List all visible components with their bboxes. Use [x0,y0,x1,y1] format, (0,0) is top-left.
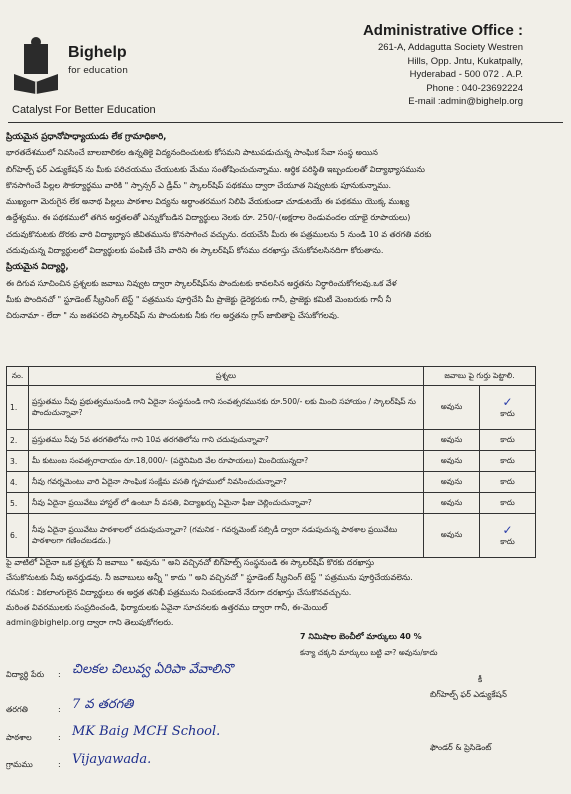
answer-no-label: కాదు [500,537,515,546]
office-line: Hills, Opp. Jntu, Kukatpally, [407,55,523,67]
office-phone: Phone : 040-23692224 [426,82,523,94]
class-label: తరగతి [6,705,28,714]
paragraph-line: చదువుచున్న విద్యార్థులలో విద్యార్థులకు పంపిణీ చేసి వారిని ఈ స్కాలర్‌షిప్ కోసము దరఖాస్తు చేసుకోవలసినదిగా కోరుతాను. [6,246,384,256]
footer-line: చేసుకొనుటకు నీవు అనర్హుడవు. నీ జవాబులు అన్నీ " కాదు " అని వచ్చినచో " స్టూడెంట్ స్క్రీనింగ్ టెస్ట్ " పత్రమును పూర్తిచేయవలెను. [6,573,413,582]
row-number: 3. [7,451,29,472]
class-value[interactable]: 7 వ తరగతి [72,697,134,712]
answer-no-label: కాదు [500,409,515,418]
table-row [7,386,536,430]
answer-yes[interactable]: అవును [424,451,480,472]
answer-yes[interactable]: అవును [424,472,480,493]
row-number: 6. [7,514,29,558]
brand-subtitle: for education [68,66,128,76]
row-number: 4. [7,472,29,493]
question-text: నీవు ఏదైనా ప్రయివేటు హాస్టల్ లో ఉంటూ నీ వసతి, విద్యాఖర్చు ఏమైనా ఫీజు చెల్లించుచున్నావా? [29,493,424,514]
signature-org: బిగ్‌హెల్ప్ ఫర్ ఎడ్యుకేషన్ [430,690,507,699]
paragraph-line: మీకు పొందినచో " స్టూడెంట్ స్క్రీనింగ్ టెస్ట్ " పత్రమును పూర్తిచేసి మీ ప్రాజెక్టు డైరెక్టరుకు గానీ, ప్రాజెక్టు కమిటీ మెంబరుకు గానీ నీ [6,294,392,304]
table-row [7,430,536,451]
table-row [7,451,536,472]
answer-no[interactable] [480,514,536,558]
fill-note: కన్యా చక్కని మార్కులు బట్టి వా? అవును/కాదు [300,648,438,657]
answer-yes[interactable]: అవును [424,493,480,514]
question-text: ప్రస్తుతము నీవు ప్రభుత్వమునుండి గాని ఏదైనా సంస్థనుండి గాని సంవత్సరమునకు రూ.500/- లకు మించి సహాయం / స్కాలర్‌షిప్ ను పొందుచున్నావా? [29,386,424,430]
col-answer-header: జవాబు పై గుర్తు పెట్టాలి. [424,367,536,386]
signature-for-label: కీ [478,675,483,684]
row-number: 5. [7,493,29,514]
answer-no[interactable] [480,386,536,430]
question-text: నీవు గవర్నమెంటు వారి ఏదైనా సాంఘిక సంక్షేమ వసతి గృహములో నివసించుచున్నావా? [29,472,424,493]
salutation: ప్రియమైన ప్రధానోపాధ్యాయుడు లేక గ్రామాధికారి, [6,132,167,142]
question-text: నీవు ఏదైనా ప్రయివేటు పాఠశాలలో చదువుచున్నావా? (గమనిక - గవర్నమెంట్ సబ్సిడీ ద్వారా నడుపుచున్న పాఠశాల ప్రయివేటు పాఠశాలగా గణించబడదు.) [29,514,424,558]
office-line: Hyderabad - 500 072 . A.P. [409,69,523,80]
letter-body [6,129,546,325]
student-name-value[interactable]: చిలకల చిలువ్వ ఏరిపా వేవాలినొ [72,662,233,677]
check-mark-icon: ✓ [502,523,513,537]
table-row [7,472,536,493]
paragraph-line: చదువుకొనుటకు దొరకు వారి విద్యాభ్యాస జీవితమును కొనసాగించ వచ్చును. దయచేసి మీరు ఈ పత్రములను 5 నుండి 10 వ తరగతి వరకు [6,229,432,239]
school-label: పాఠశాల [6,733,32,742]
tagline: Catalyst For Better Education [12,104,156,116]
colon: : [58,670,61,679]
answer-no[interactable]: కాదు [480,472,536,493]
paragraph-line: కొనసాగించే పిల్లల సౌకర్యార్థము వారికి " స్పాన్సర్ ఎ డ్రీమ్ " స్కాలర్‌షిప్ పథకము ద్వారా చేయూత నివ్వుటకు పూనుకున్నాము. [6,180,392,190]
answer-yes[interactable]: అవును [424,386,480,430]
school-value[interactable]: MK Baig MCH School. [72,724,221,739]
answer-no[interactable]: కాదు [480,493,536,514]
answer-no[interactable]: కాదు [480,451,536,472]
office-line: 261-A, Addagutta Society Westren [377,42,523,53]
office-address [363,22,523,109]
question-text: మీ కుటుంబ సంవత్సరాదాయం రూ.18,000/- (పద్దెనిమిది వేల రూపాయలు) మించియున్నదా? [29,451,424,472]
marks-note: 7 నిమిషాల బెంచీలో మార్కులు 40 % [300,632,422,641]
student-name-label: విద్యార్థి పేరు [6,670,45,679]
village-value[interactable]: Vijayawada. [72,752,152,767]
table-header-row [7,367,536,386]
table-row [7,493,536,514]
colon: : [58,705,61,714]
col-question-header: ప్రశ్నలు [29,367,424,386]
footer-notes [6,555,546,630]
colon: : [58,733,61,742]
question-text: ప్రస్తుతము నీవు 5వ తరగతిలోను గాని 10వ తరగతిలోను గాని చదువుచున్నావా? [29,430,424,451]
answer-yes[interactable]: అవును [424,514,480,558]
row-number: 2. [7,430,29,451]
student-heading: ప్రియమైన విద్యార్థి, [6,262,69,273]
paragraph-line: ముఖ్యంగా మెరుగైన లేక అనాథ పిల్లలు పాఠశాల విద్యను అర్థాంతరముగ నిలిపి వేయకుండా చూడుటయే ఈ పథకము యొక్క ముఖ్య [6,197,410,207]
contact-email-line: admin@bighelp.org ద్వారా గాని తెలుపుకోగలరు. [6,618,174,627]
paragraph-line: భారతదేశములో నివసించే బాలబాలికల ఉన్నతికై విద్యనందించుటకు కోసమని పాటుపడుచున్న సాంఘిక సేవా సంస్థ అయిన [6,148,378,158]
footer-line: పై వాటిలో ఏదైనా ఒక ప్రశ్నకు నీ జవాబు " అవును " అని వచ్చినచో బిగ్‌హెల్ప్ సంస్థనుండి ఈ స్కాలర్‌షిప్ కొరకు దరఖాస్తు [6,558,375,567]
paragraph-line: ఈ దిగువ సూచించిన ప్రశ్నలకు జవాబు నివ్వుట ద్వారా స్కాలర్‌షిప్‌ను పొందుటకు కావలసిన అర్హతను నిర్ధారించుకోగలవు.ఒక వేళ [6,278,397,288]
answer-yes[interactable]: అవును [424,430,480,451]
row-number: 1. [7,386,29,430]
table-row [7,514,536,558]
colon: : [58,760,61,769]
header-divider [8,122,563,123]
office-title: Administrative Office : [362,22,523,39]
village-label: గ్రామము [6,760,33,769]
paragraph-line: చిరునామా - లేదా " ను జతపరచి స్కాలర్‌షిప్ ను పొందుటకు నీకు గల అర్హతను గ్రాస్ జాబితాపై చేసుకోగలవు. [6,311,340,321]
footer-line: గమనిక : వికలాంగులైన విద్యార్థులు ఈ అర్హత తనిఖీ పత్రమును నింపకుండానే నేరుగా దరఖాస్తు చేసుకొనవచ్చును. [6,588,352,597]
paragraph-line: ఉద్దేశ్యము. ఈ పథకములో తగిన అర్హతలతో ఎన్నుకోబడిన విద్యార్థులు నెలకు రూ. 250/-(అక్షరాల రెండువందల యాభై రూపాయలు) [6,213,411,223]
bighelp-logo [10,36,62,96]
brand-name: Bighelp [68,44,127,61]
answer-no[interactable]: కాదు [480,430,536,451]
footer-line: మరింత వివరములకు సంప్రదించండి, ఫిర్యాదులకు ఏవైనా సూచనలకు ఉత్తరము ద్వారా గానీ, ఈ-మెయిల్ [6,603,328,612]
eligibility-table [6,366,536,558]
paragraph-line: బిగ్‌హెల్ప్ ఫర్ ఎడ్యుకేషన్ ను మీకు పరిచయము చేయుటకు మేము సంతోషించుచున్నాము. ఆర్థిక పరిస్థితి ఇబ్బందులతో విద్యాభ్యాసమును [6,164,425,174]
col-number-header: నం. [7,367,29,386]
check-mark-icon: ✓ [502,395,513,409]
office-email: E-mail :admin@bighelp.org [408,96,523,107]
signature-title: ఫౌండర్ & ప్రెసిడెంట్ [430,743,492,752]
